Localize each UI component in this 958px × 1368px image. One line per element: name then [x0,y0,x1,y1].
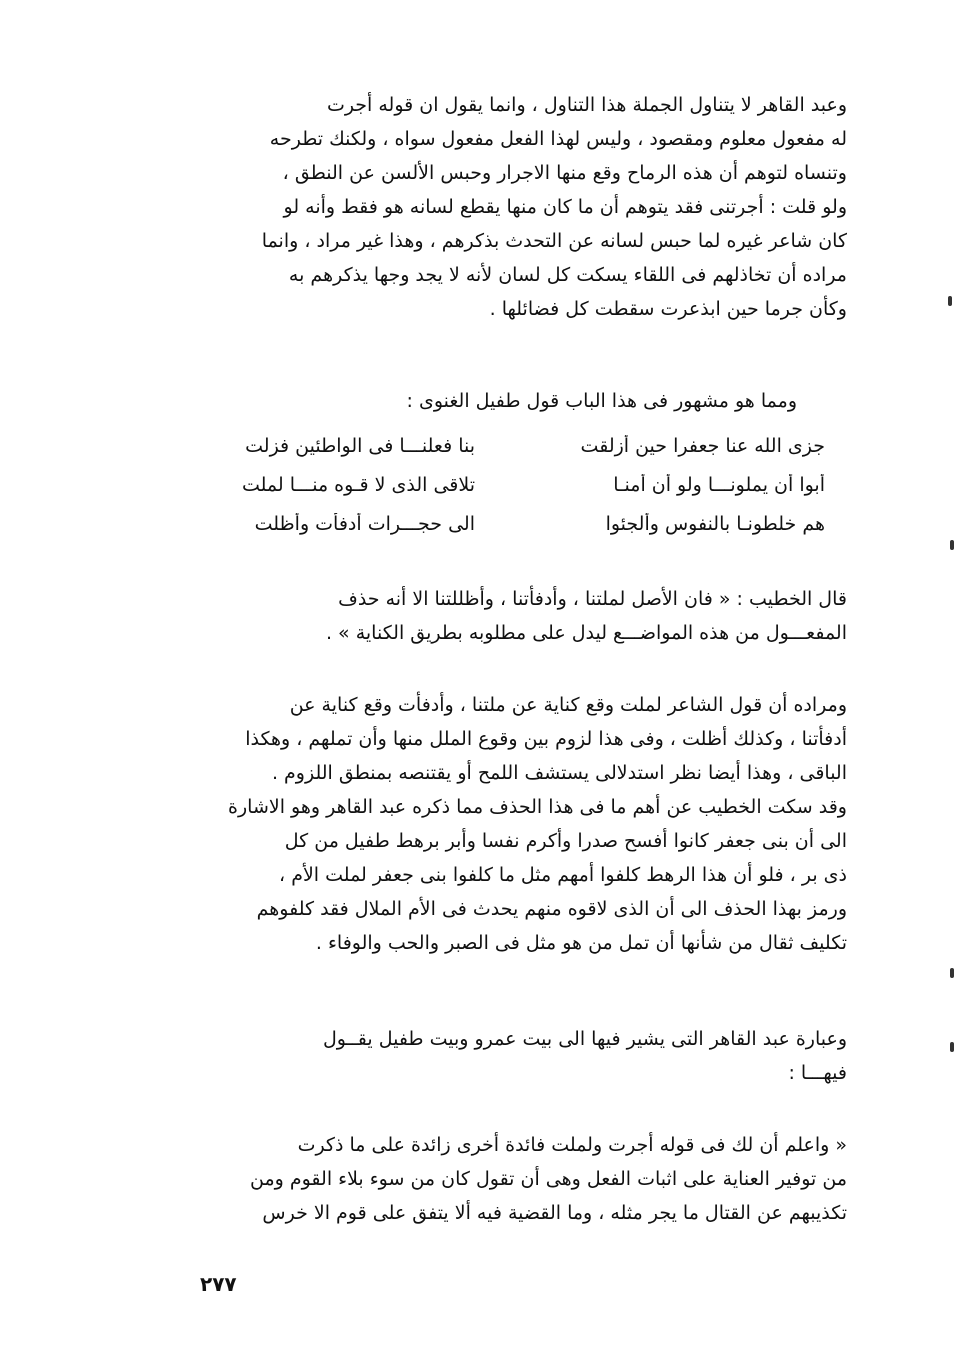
text-line: له مفعول معلوم ومقصود ، وليس لهذا الفعل مفعول سواه ، ولكنك تطرحه [269,128,847,150]
text-line: ومراده أن قول الشاعر لملت وقع كناية عن ملتنا ، وأدفأت وقع كناية عن [289,694,847,716]
text-line: وتنساه لتوهم أن هذه الرماح وقع منها الاجرار وحبس الألسن عن النطق ، [282,162,847,184]
scan-margin-mark [948,296,952,306]
paragraph-2 [175,384,847,418]
text-line: قال الخطيب : « فان الأصل لملتنا ، وأدفأتنا ، وأظللتنا الا أنه حذف [338,588,847,610]
poem [195,426,825,543]
scan-margin-mark [950,1042,954,1052]
verse-second-hemistich: تلاقى الذى لا قـوه منـــا لملت [241,473,475,496]
text-line: أدفأتنا ، وكذلك أظلت ، وفى هذا لزوم بين وقوع الملل منها وأن تملهم ، وهكذا [245,728,847,750]
text-line: الباقى ، وهذا أيضا نظر استدلالى يستشف اللمح أو يقتنصه بمنطق اللزوم . [271,762,847,784]
scan-margin-mark [950,540,954,550]
text-line: ذى بر ، فلو أن هذا الرهط كلفوا أمهم مثل ما كلفوا بنى جعفر لملت الأم ، [279,864,847,886]
text-line: وكأن جرما حين ابذعرت سقطت كل فضائلها . [489,298,847,320]
text-line: فيهـــا : [788,1062,847,1084]
scan-margin-mark [950,968,954,978]
text-line: الى أن بنى جعفر كانوا أفسح صدرا وأكرم نفسا وأبر برهط طفيل من كل [284,830,847,852]
text-line: المفعـــول من هذه المواضـــع ليدل على مطلوبه بطريق الكناية » . [325,622,847,644]
text-line: ولو قلت : أجرتنى فقد يتوهم أن ما كان منها يقطع لسانه هو فقط وأنه لو [283,196,847,218]
text-line: تكليف ثقال من شأنها أن تمل من هو مثل فى الصبر والحب والوفاء . [315,932,847,954]
text-line: مراده أن تخاذلهم فى اللقاء يسكت كل لسان لأنه لا يجد وجها يذكرهم به [288,264,847,286]
verse-second-hemistich: بنا فعلنـــا فى الواطئين فزلت [245,434,475,457]
poem-verse [195,426,825,465]
paragraph-3 [175,582,847,650]
text-line: تكذيبهم عن القتال ما يجر مثله ، وما القضية فيه ألا يتفق على قوم الا خرس [262,1202,847,1224]
text-line: « واعلم أن لك فى قوله أجرت ولملت فائدة أخرى زائدة على ما ذكرت [297,1134,847,1156]
paragraph-6 [175,1128,847,1230]
verse-first-hemistich: جزى الله عنا جعفرا حين أزلقت [580,434,825,457]
text-line: وعبد القاهر لا يتناول الجملة هذا التناول ، وانما يقول ان قوله أجرت [326,94,847,116]
text-line: وقد سكت الخطيب عن أهم ما فى هذا الحذف مما ذكره عبد القاهر وهو الاشارة [228,796,847,818]
verse-first-hemistich: أبوا أن يملونـــا ولو أن أمنـا [613,473,825,496]
page-number: ٢٧٧ [200,1272,237,1296]
text-line: وعبارة عبد القاهر التى يشير فيها الى بيت عمرو وبيت طفيل يقــول [323,1028,847,1050]
text-line: ورمز بهذا الحذف الى أن الذى لاقوه منهم يحدث فى الأم الملال فقد كلفوهم [256,898,847,920]
paragraph-1 [175,88,847,326]
verse-second-hemistich: الى حجـــرات أدفأت وأظلت [254,512,475,535]
text-line: كان شاعر غيره لما حبس لسانه عن التحدث بذكرهم ، وهذا غير مراد ، وانما [261,230,847,252]
poem-verse [195,465,825,504]
text-line: من توفير العناية على اثبات الفعل وهى أن تقول كان من سوء بلاء القوم ومن [249,1168,847,1190]
verse-first-hemistich: هم خلطونـا بالنفوس وألجئوا [605,512,825,535]
paragraph-4 [175,688,847,960]
paragraph-5 [175,1022,847,1090]
text-line: ومما هو مشهور فى هذا الباب قول طفيل الغنوى : [406,390,797,412]
poem-verse [195,504,825,543]
